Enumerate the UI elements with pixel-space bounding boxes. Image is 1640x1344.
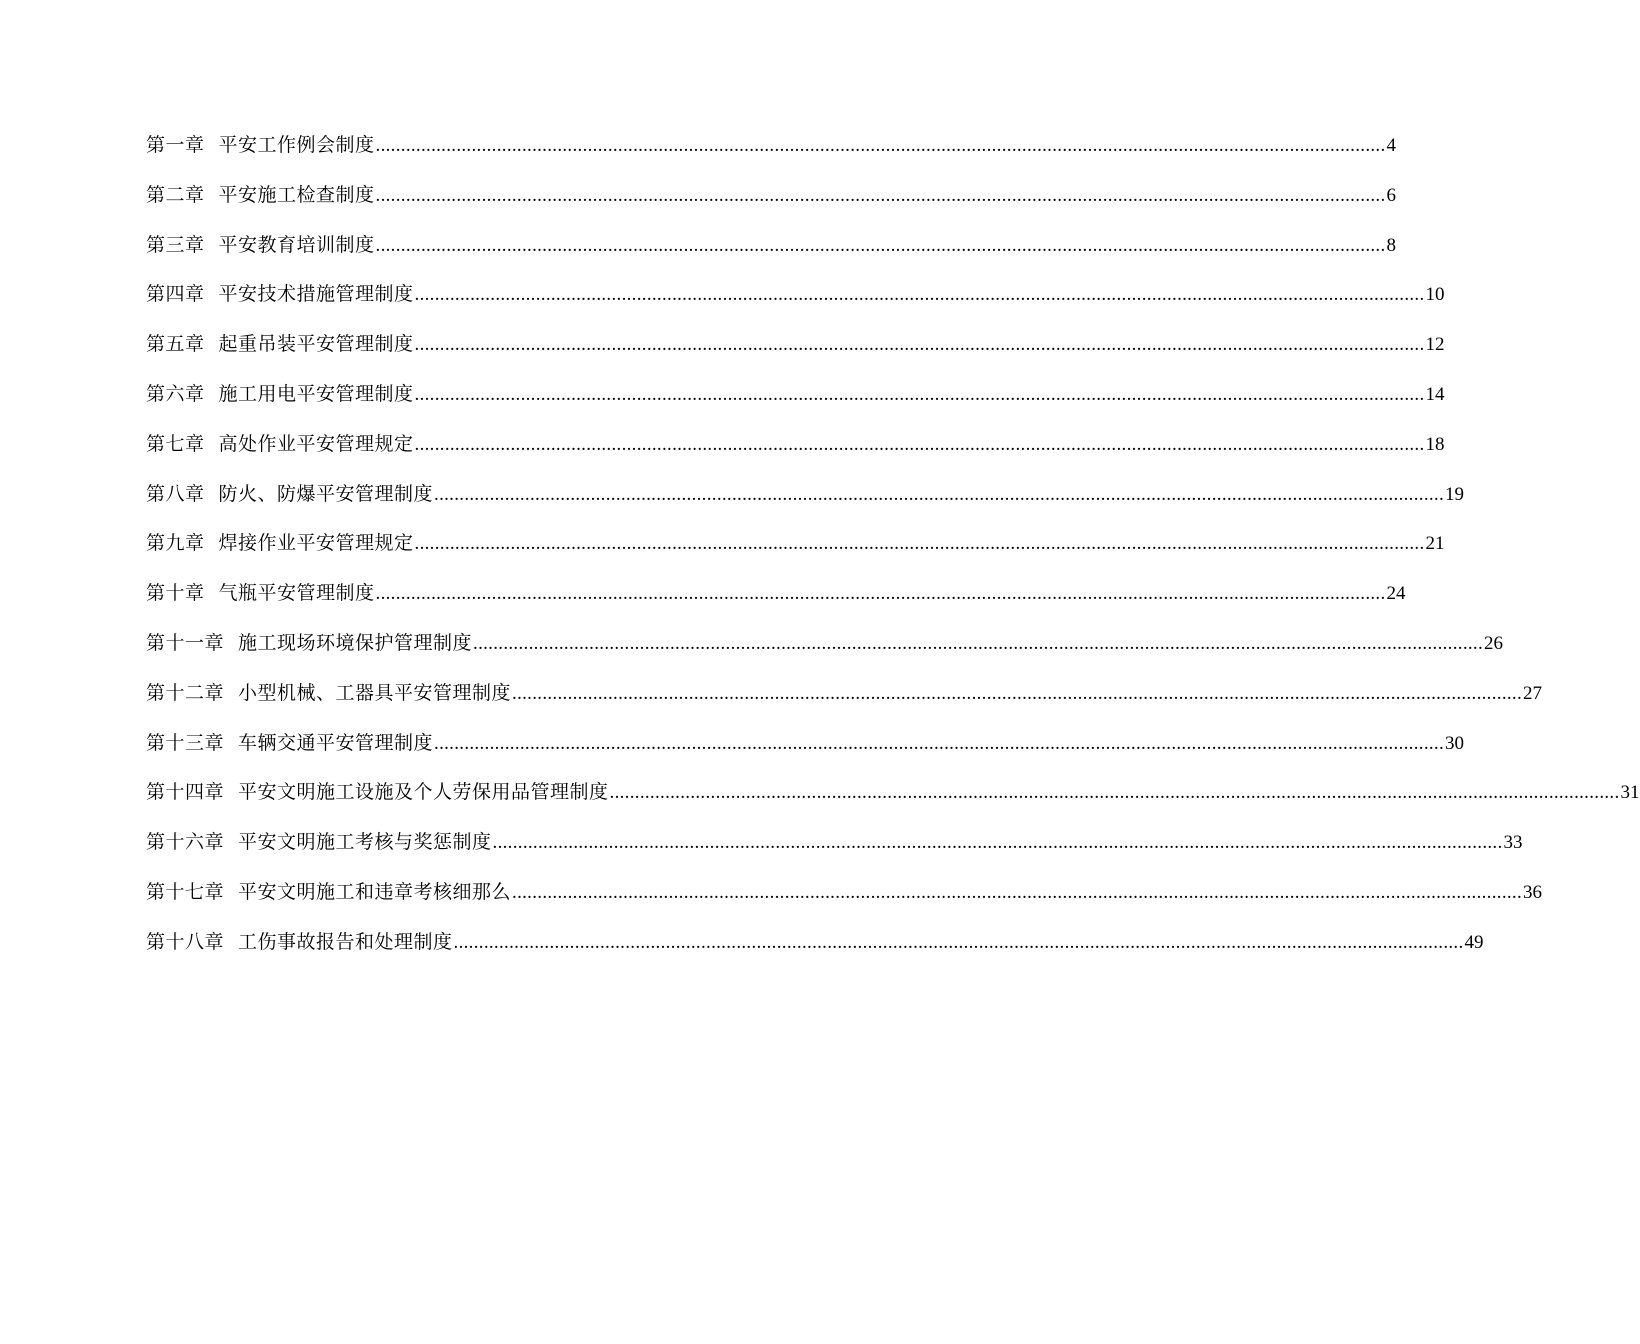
- toc-chapter-title: 车辆交通平安管理制度: [238, 731, 434, 754]
- toc-entry[interactable]: [146, 528, 1445, 578]
- toc-chapter-title: 平安施工检查制度: [218, 183, 375, 206]
- toc-dot-leader: ........................................................................................................................................................................................................: [512, 682, 1523, 704]
- toc-page-number: 26: [1484, 632, 1504, 654]
- toc-chapter-number: 第四章: [146, 283, 205, 306]
- toc-entry[interactable]: [146, 230, 1397, 280]
- toc-dot-leader: ........................................................................................................................................................................................................: [434, 732, 1445, 754]
- toc-dot-leader: ........................................................................................................................................................................................................: [414, 533, 1425, 555]
- toc-entry[interactable]: [146, 180, 1397, 230]
- toc-page-number: 10: [1425, 284, 1445, 306]
- toc-dot-leader: ........................................................................................................................................................................................................: [453, 931, 1464, 953]
- toc-entry[interactable]: [146, 777, 1640, 827]
- toc-entry[interactable]: [146, 279, 1445, 329]
- toc-page-number: 31: [1620, 782, 1640, 804]
- toc-chapter-number: 第十六章: [146, 831, 225, 854]
- toc-page-number: 12: [1425, 334, 1445, 356]
- toc-page-number: 36: [1523, 881, 1543, 903]
- toc-page-number: 19: [1445, 483, 1465, 505]
- toc-dot-leader: ........................................................................................................................................................................................................: [414, 284, 1425, 306]
- toc-entry[interactable]: [146, 728, 1465, 778]
- toc-entry[interactable]: [146, 678, 1543, 728]
- toc-dot-leader: ........................................................................................................................................................................................................: [414, 433, 1425, 455]
- toc-entry[interactable]: [146, 429, 1445, 479]
- toc-page-number: 4: [1386, 135, 1397, 156]
- toc-page-number: 30: [1445, 732, 1465, 754]
- toc-chapter-number: 第十章: [146, 582, 205, 605]
- toc-dot-leader: ........................................................................................................................................................................................................: [375, 583, 1386, 605]
- toc-entry[interactable]: [146, 927, 1484, 977]
- toc-chapter-title: 平安教育培训制度: [218, 233, 375, 256]
- toc-entry[interactable]: [146, 130, 1397, 180]
- toc-page-number: 14: [1425, 383, 1445, 405]
- table-of-contents: [146, 130, 1640, 977]
- toc-chapter-title: 高处作业平安管理规定: [218, 432, 414, 455]
- toc-chapter-title: 平安文明施工和违章考核细那么: [238, 880, 512, 903]
- toc-chapter-number: 第二章: [146, 183, 205, 206]
- toc-chapter-title: 焊接作业平安管理规定: [218, 532, 414, 555]
- toc-page-number: 6: [1386, 184, 1397, 206]
- toc-page-number: 49: [1464, 931, 1484, 953]
- toc-chapter-number: 第一章: [146, 134, 205, 156]
- toc-chapter-number: 第九章: [146, 532, 205, 555]
- toc-page-number: 8: [1386, 234, 1397, 256]
- toc-chapter-number: 第八章: [146, 482, 205, 505]
- toc-chapter-number: 第十一章: [146, 631, 225, 654]
- toc-chapter-number: 第十二章: [146, 681, 225, 704]
- toc-chapter-number: 第五章: [146, 333, 205, 356]
- toc-page-number: 33: [1503, 832, 1523, 854]
- toc-chapter-title: 小型机械、工器具平安管理制度: [238, 681, 512, 704]
- toc-page-number: 21: [1425, 533, 1445, 555]
- toc-chapter-title: 起重吊装平安管理制度: [218, 333, 414, 356]
- toc-entry[interactable]: [146, 827, 1523, 877]
- toc-dot-leader: ........................................................................................................................................................................................................: [492, 832, 1503, 854]
- toc-chapter-number: 第十四章: [146, 781, 225, 804]
- toc-chapter-number: 第三章: [146, 233, 205, 256]
- toc-dot-leader: ........................................................................................................................................................................................................: [473, 632, 1484, 654]
- toc-chapter-title: 平安技术措施管理制度: [218, 283, 414, 306]
- toc-entry[interactable]: [146, 479, 1465, 529]
- toc-entry[interactable]: [146, 877, 1543, 927]
- toc-dot-leader: ........................................................................................................................................................................................................: [375, 234, 1386, 256]
- toc-entry[interactable]: [146, 578, 1406, 628]
- toc-chapter-title: 气瓶平安管理制度: [218, 582, 375, 605]
- toc-chapter-title: 工伤事故报告和处理制度: [238, 930, 453, 953]
- toc-chapter-title: 施工现场环境保护管理制度: [238, 631, 473, 654]
- toc-dot-leader: ........................................................................................................................................................................................................: [609, 782, 1620, 804]
- toc-chapter-number: 第十八章: [146, 930, 225, 953]
- toc-dot-leader: ........................................................................................................................................................................................................: [414, 383, 1425, 405]
- toc-dot-leader: ........................................................................................................................................................................................................: [434, 483, 1445, 505]
- toc-chapter-title: 平安文明施工设施及个人劳保用品管理制度: [238, 781, 609, 804]
- toc-chapter-number: 第十三章: [146, 731, 225, 754]
- toc-chapter-title: 防火、防爆平安管理制度: [218, 482, 434, 505]
- toc-dot-leader: ........................................................................................................................................................................................................: [512, 881, 1523, 903]
- toc-dot-leader: ........................................................................................................................................................................................................: [375, 135, 1386, 156]
- toc-chapter-title: 平安文明施工考核与奖惩制度: [238, 831, 492, 854]
- toc-chapter-title: 施工用电平安管理制度: [218, 382, 414, 405]
- toc-entry[interactable]: [146, 628, 1504, 678]
- toc-chapter-number: 第七章: [146, 432, 205, 455]
- toc-entry[interactable]: [146, 379, 1445, 429]
- toc-chapter-number: 第六章: [146, 382, 205, 405]
- toc-entry[interactable]: [146, 329, 1445, 379]
- toc-chapter-number: 第十七章: [146, 880, 225, 903]
- toc-chapter-title: 平安工作例会制度: [218, 134, 375, 156]
- toc-dot-leader: ........................................................................................................................................................................................................: [375, 184, 1386, 206]
- toc-dot-leader: ........................................................................................................................................................................................................: [414, 334, 1425, 356]
- toc-page-number: 18: [1425, 433, 1445, 455]
- toc-page-number: 24: [1386, 583, 1406, 605]
- toc-page-number: 27: [1523, 682, 1543, 704]
